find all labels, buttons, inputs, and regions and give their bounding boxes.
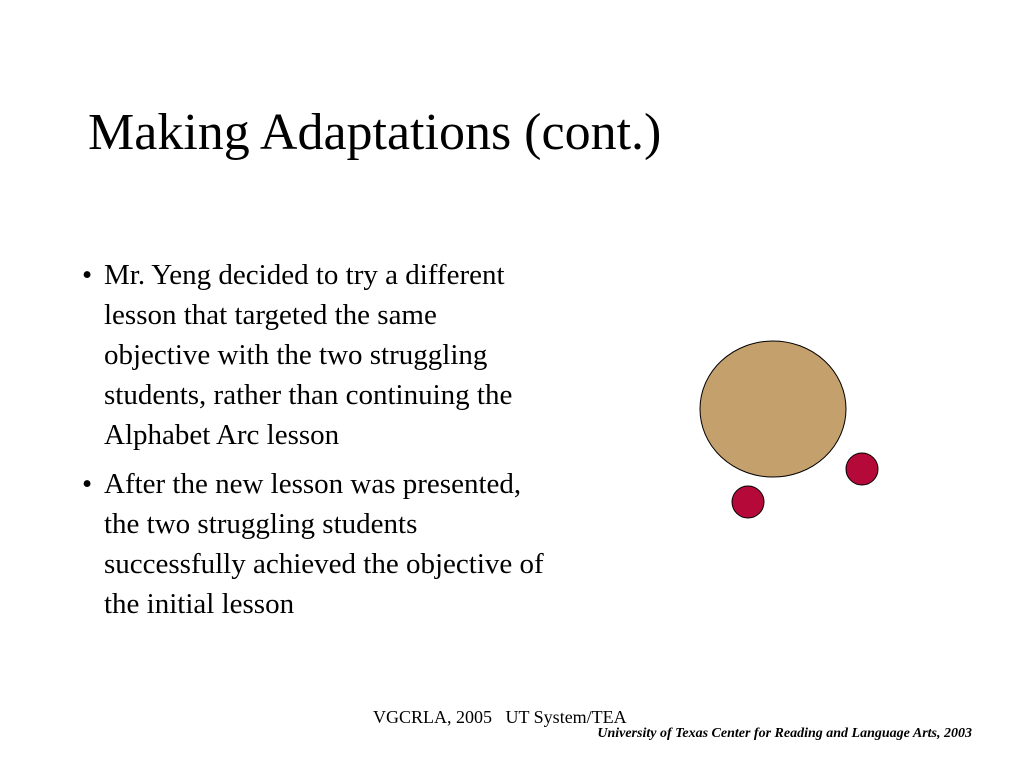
large-circle-shape [700,341,846,477]
small-circle-shape [732,486,764,518]
footer-copyright: University of Texas Center for Reading and Language Arts, 2003 [597,726,972,741]
footer-credit: VGCRLA, 2005 UT System/TEA [373,707,627,727]
circle-illustration [690,335,890,525]
bullet-item [78,464,548,624]
bullet-text: Mr. Yeng decided to try a different lesson that targeted the same objective with the two struggling students, rather than continuing the Alphabet Arc lesson [104,259,513,451]
bullet-icon: • [82,259,93,291]
bullet-item [78,255,548,455]
bullet-list [78,255,548,633]
bullet-text: After the new lesson was presented, the two struggling students successfully achieved the objective of the initial lesson [104,468,544,620]
bullet-icon: • [82,468,93,500]
small-circle-shape [846,453,878,485]
slide-title: Making Adaptations (cont.) [88,104,662,161]
